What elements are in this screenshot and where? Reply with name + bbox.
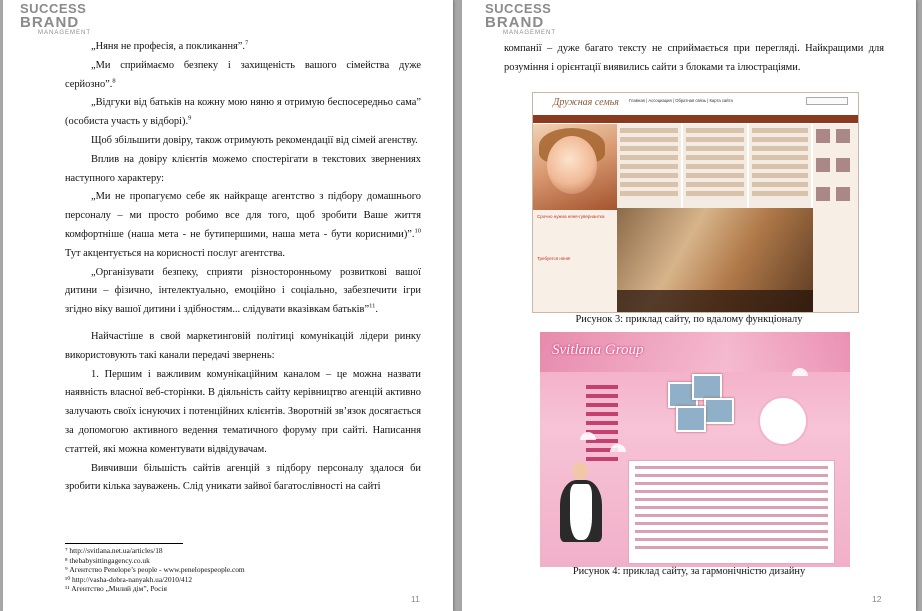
footnote: ⁷ http://svitlana.net.ua/articles/18 <box>65 546 163 555</box>
paragraph: „Ми не пропагуємо себе як найкраще агентство з підбору домашнього персоналу – ми просто робимо все для того, щоб зробити Ваше життя комфортніше (наша мета - не бутипершими, наша мета - бути корисними)”.$^{10}$ Тут акцентується на корисності послуг агентства. <box>65 191 421 259</box>
paragraph: „Ми сприймаємо безпеку і захищеність вашого сімейства дуже серйозно”.$^8$ <box>65 59 421 90</box>
footnotes <box>65 546 395 594</box>
logo-line-success: SUCCESS <box>485 1 552 16</box>
site-content-panel <box>628 460 835 564</box>
figure-4-website-screenshot <box>540 332 850 567</box>
logo-line-management: MANAGEMENT <box>503 30 557 36</box>
family-photo <box>617 208 813 312</box>
main-text <box>65 38 421 497</box>
main-text: компанії – дуже багато тексту не сприймається при перегляді. Найкращими для розуміння і орієнтації виявились сайти з блоками та ілюстраціями. <box>504 43 884 73</box>
paragraph: „Няня не професія, а покликання”.$^7$ <box>91 39 249 52</box>
success-brand-logo <box>485 2 565 38</box>
site-nav-bar <box>533 115 858 123</box>
paragraph: „Відгуки від батьків на кожну мою няню я отримую беспосередньо сама” (особиста участь у відборі).$^9$ <box>65 97 421 128</box>
site-brand: Дружная семья <box>553 97 619 108</box>
logo-line-brand: BRAND <box>485 14 545 31</box>
decorative-circle <box>758 396 808 446</box>
page-number: 12 <box>872 594 882 604</box>
site-search-box <box>806 97 848 105</box>
figure-3-website-screenshot <box>532 92 859 313</box>
site-column <box>749 124 811 210</box>
page-number: 11 <box>411 594 420 604</box>
footnote-divider <box>65 543 183 544</box>
figure-4-caption: Рисунок 4: приклад сайту, за гармонічністю дизайну <box>572 566 806 577</box>
site-menu <box>586 380 626 466</box>
figure-3-caption: Рисунок 3: приклад сайту, по вдалому функціоналу <box>575 314 803 325</box>
site-brand: Svitlana Group <box>552 342 644 358</box>
paragraph: „Організувати безпеку, сприяти різносторонньому розвиткові вашої дитини – фізично, інтелектуально, емоційно і соціально, забезпечити ігри згідно віку вашої дитини і здібностям... слідувати вказівкам батьків”$^{11}$. <box>65 266 421 316</box>
footnote: ⁹ Агентство Penelope’s people - www.penelopespeople.com <box>65 565 245 575</box>
logo-line-management: MANAGEMENT <box>38 30 92 36</box>
logo-line-success: SUCCESS <box>20 1 87 16</box>
photo-collage <box>668 374 738 432</box>
site-right-sidebar <box>813 124 858 312</box>
site-top-links: Главная | Ассоциация | Обратная связь | Карта сайта <box>629 98 733 103</box>
paragraph: 1. Першим і важливим комунікаційним каналом – це можна назвати наявність власної веб-сторінки. В діяльність сайту керівництво агенцій активно залучають своїх існуючих і потенційних клієнтів. Зворотній зв’язок досягається за допомогою активного ведення тематичного форуму при сайті. Написання статтей, які можна коментувати відвідувачам. <box>65 368 421 455</box>
site-promo-panel: Срочно нужна няня-гувернантка Требуется няня! <box>533 210 617 312</box>
site-column <box>683 124 747 210</box>
girl-photo <box>533 124 617 210</box>
success-brand-logo <box>20 2 100 38</box>
paragraph: Вивчивши більшість сайтів агенцій з підбору персоналу здалося би зробити кілька зауважень. Слід уникати зайвої багатослівності на сайті <box>65 462 421 493</box>
footnote: ¹⁰ http://vasha-dobra-nanyakh.ua/2010/412 <box>65 574 193 584</box>
footnote: ¹¹ Агентство „Милий дім”, Росія <box>65 584 167 594</box>
page-12 <box>462 0 916 611</box>
site-column <box>617 124 681 210</box>
footnote: ⁸ thebabysittingagency.co.uk <box>65 555 150 565</box>
paragraph: Щоб збільшити довіру, також отримують рекомендації від сімей агенству. <box>91 134 418 146</box>
paragraph: Найчастіше в свой маркетинговій політиці комунікацій лідери ринку використовують такі канали передачі звернень: <box>65 330 421 361</box>
paragraph: Вплив на довіру клієнтів можемо спостерігати в текстових звернениях наступного характеру: <box>65 153 421 184</box>
maid-illustration <box>552 462 612 562</box>
page-11 <box>3 0 453 611</box>
logo-line-brand: BRAND <box>20 14 80 31</box>
